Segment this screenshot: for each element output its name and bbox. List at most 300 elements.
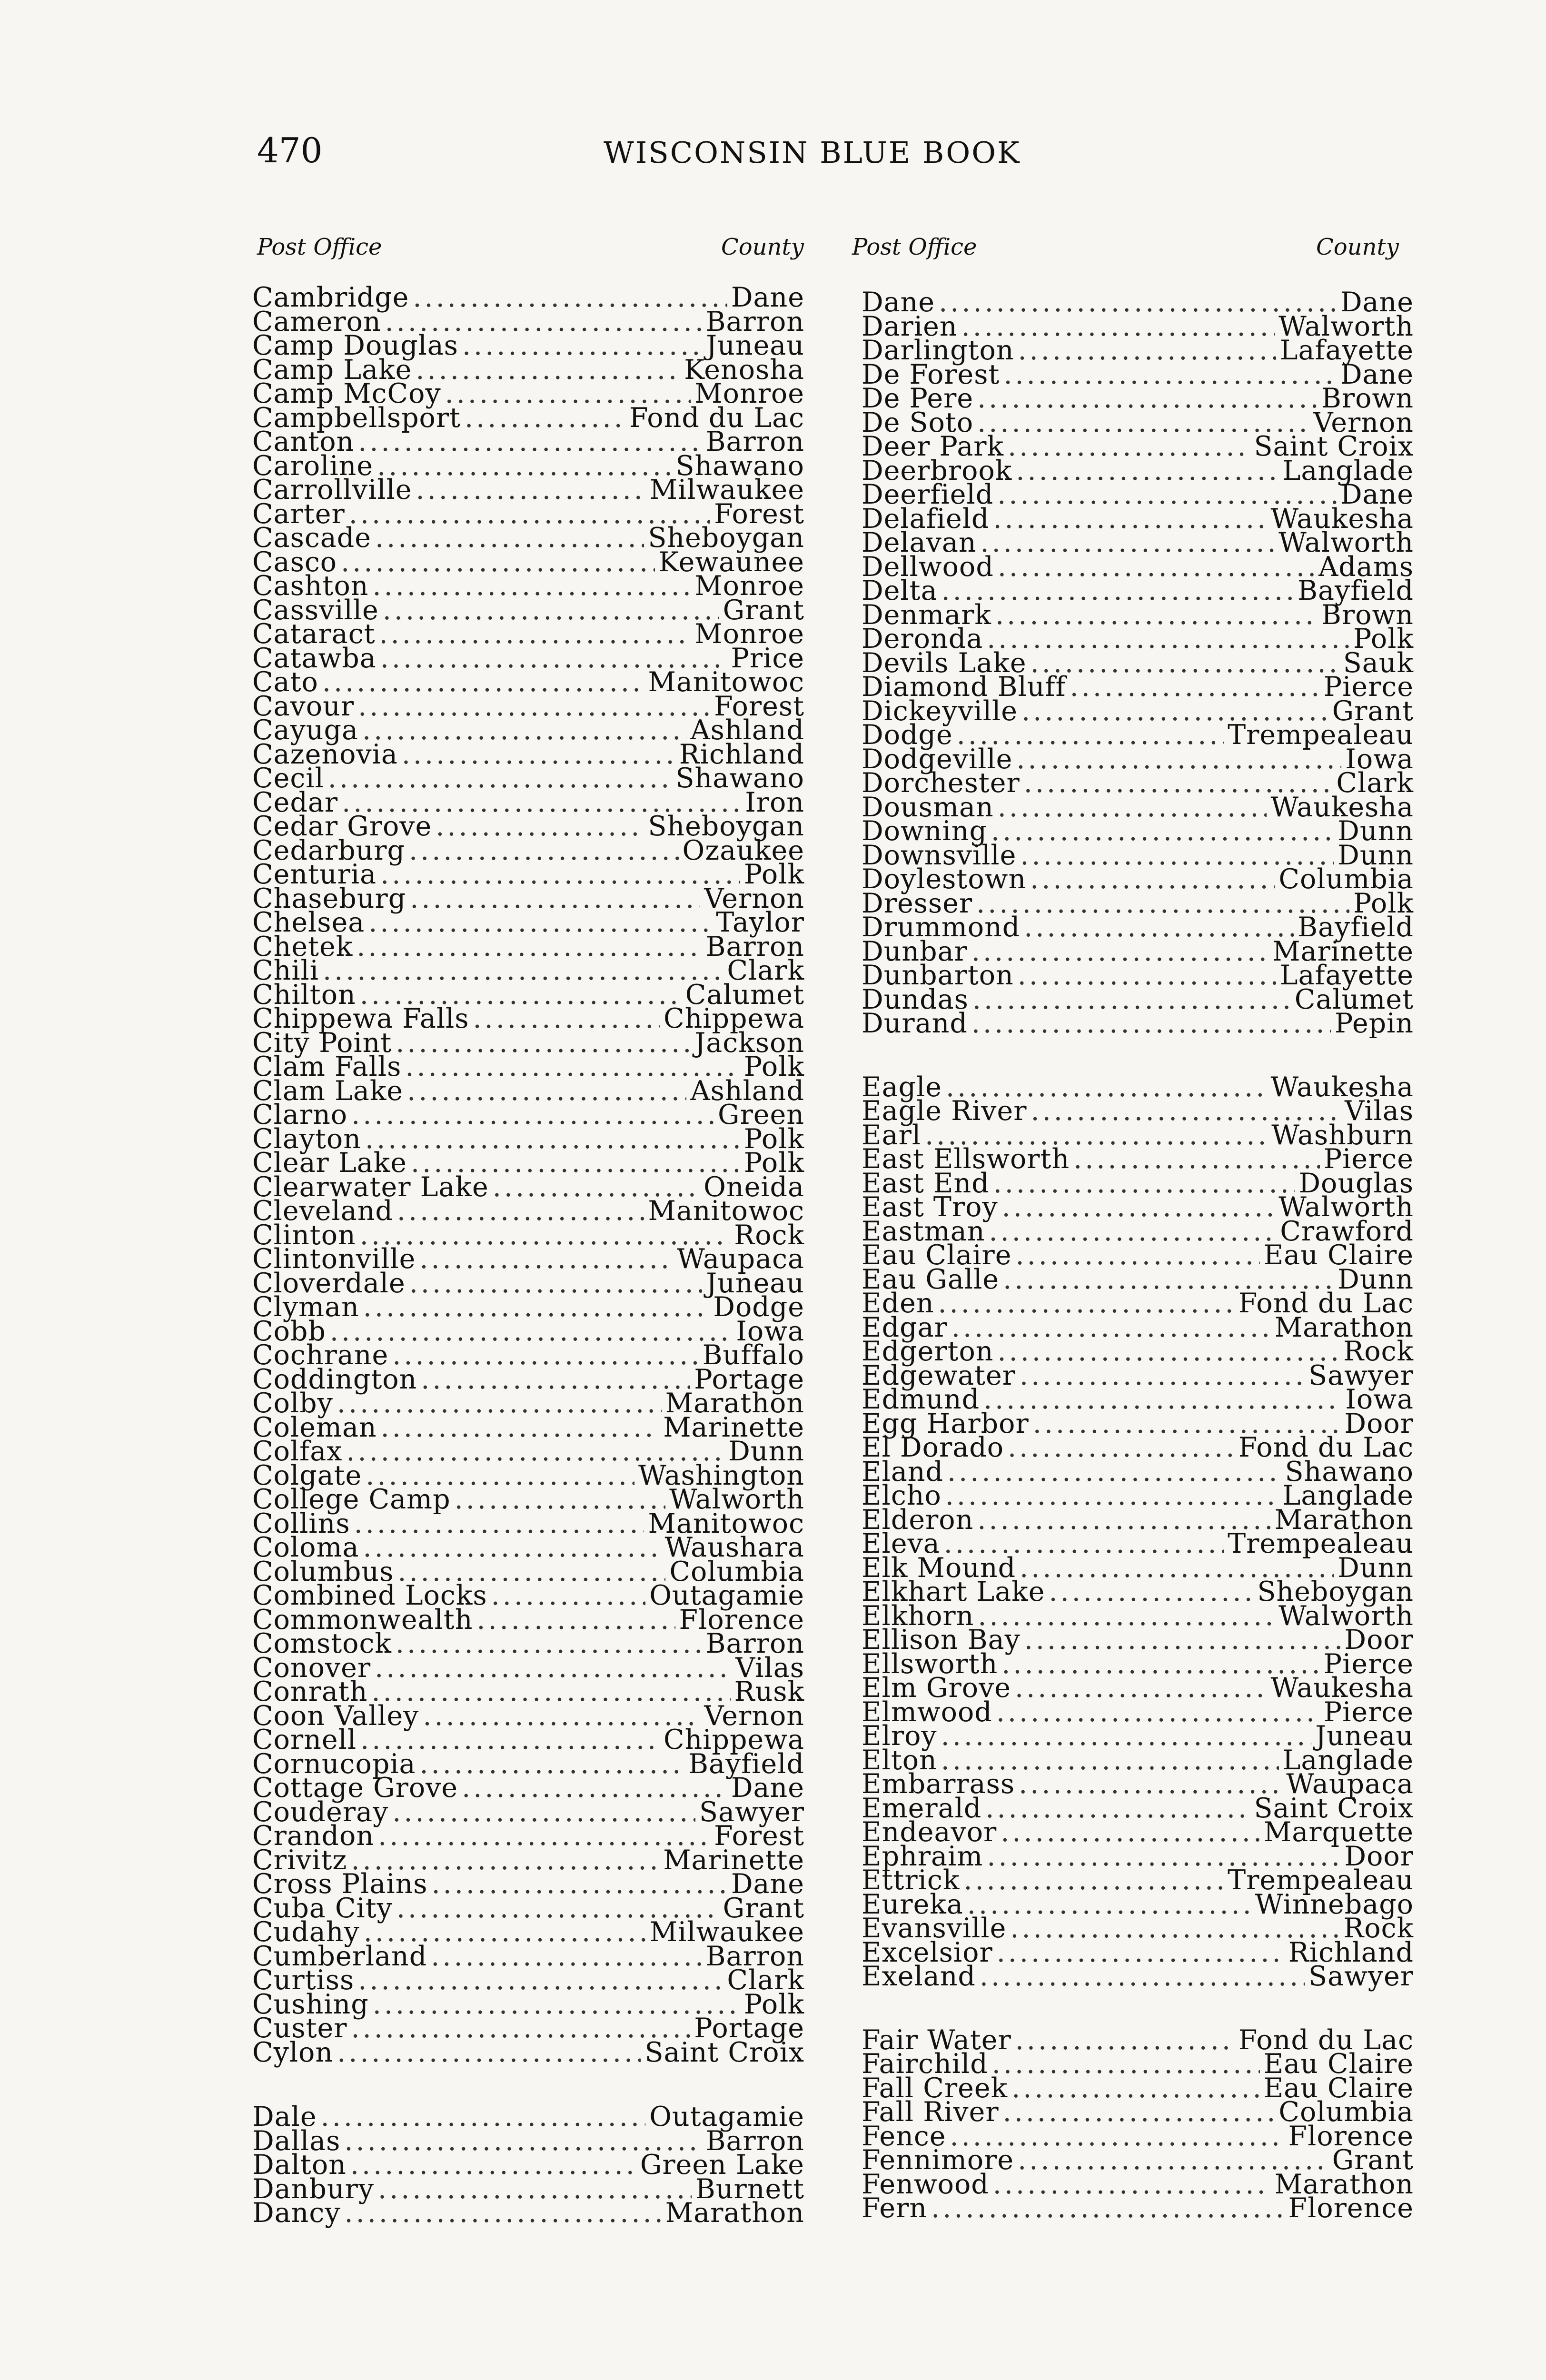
post-office-name: Collins — [252, 1507, 350, 1539]
leader-dots — [351, 1103, 714, 1127]
leader-dots — [321, 2105, 646, 2129]
post-office-name: Elcho — [862, 1480, 941, 1511]
leader-dots — [358, 694, 710, 719]
county-name: Eau Claire — [1263, 1240, 1414, 1271]
leader-dots — [345, 2201, 662, 2225]
post-office-name: Fennimore — [862, 2144, 1014, 2176]
county-name: Dane — [731, 1772, 804, 1804]
post-office-name: Deronda — [862, 623, 983, 654]
leader-dots — [378, 2177, 692, 2202]
post-office-name: Eureka — [862, 1888, 963, 1920]
leader-dots — [941, 579, 1294, 603]
leader-dots — [941, 1724, 1312, 1748]
post-office-name: Darien — [862, 310, 958, 342]
leader-dots — [341, 550, 654, 575]
county-name: Portage — [694, 2013, 804, 2044]
county-name: Barron — [705, 931, 804, 962]
post-office-name: Cottage Grove — [252, 1772, 458, 1804]
post-office-name: East Ellsworth — [862, 1143, 1070, 1175]
post-office-name: Fairchild — [862, 2048, 988, 2080]
post-office-name: Colgate — [252, 1459, 362, 1491]
post-office-name: Caroline — [252, 450, 374, 482]
leader-dots — [951, 1316, 1271, 1340]
leader-dots — [351, 2016, 690, 2041]
county-name: Marathon — [1274, 2168, 1414, 2200]
post-office-name: Couderay — [252, 1796, 389, 1828]
county-name: Walworth — [669, 1484, 804, 1515]
county-name: Florence — [1288, 2120, 1414, 2152]
county-name: Waukesha — [1270, 791, 1414, 823]
county-name: Oneida — [704, 1171, 804, 1203]
county-name: Richland — [1288, 1936, 1414, 1968]
post-office-name: Cambridge — [252, 282, 409, 313]
leader-dots — [931, 2196, 1284, 2221]
leader-dots — [473, 1007, 660, 1031]
county-name: Kenosha — [684, 354, 804, 386]
leader-dots — [350, 2153, 636, 2177]
leader-dots — [987, 627, 1349, 651]
post-office-name: Fall River — [862, 2096, 999, 2128]
post-office-name: Eau Galle — [862, 1263, 1000, 1295]
post-office-name: Cylon — [252, 2036, 334, 2068]
post-office-name: Cornucopia — [252, 1748, 416, 1780]
post-office-name: Dodge — [862, 719, 953, 751]
county-name: Outagamie — [649, 1580, 804, 1611]
post-office-name: Coloma — [252, 1532, 359, 1563]
post-office-name: Endeavor — [862, 1816, 997, 1848]
leader-dots — [363, 1536, 661, 1560]
leader-dots — [377, 454, 672, 478]
leader-dots — [978, 1604, 1275, 1628]
leader-dots — [392, 1800, 695, 1825]
county-name: Polk — [743, 1123, 804, 1155]
county-name: Marinette — [663, 1411, 804, 1443]
post-office-name: Cornell — [252, 1724, 357, 1755]
post-office-name: Cudahy — [252, 1916, 360, 1948]
county-name: Ashland — [690, 714, 804, 746]
leader-dots — [993, 507, 1267, 531]
county-name: Rock — [1343, 1913, 1414, 1944]
post-office-name: Dallas — [252, 2125, 341, 2157]
leader-dots — [375, 1656, 732, 1680]
post-office-name: Eland — [862, 1456, 944, 1488]
county-name: Iowa — [1345, 743, 1414, 775]
leader-dots — [379, 622, 691, 646]
post-office-name: Elkhorn — [862, 1600, 974, 1632]
county-name: Grant — [723, 594, 804, 626]
county-name: Trempealeau — [1228, 1528, 1414, 1559]
county-name: Grant — [723, 1892, 804, 1924]
leader-dots — [409, 839, 679, 863]
county-name: Taylor — [716, 907, 804, 938]
leader-dots — [413, 286, 727, 310]
directory-entry — [252, 2197, 804, 2229]
leader-dots — [396, 1632, 702, 1656]
leader-dots — [362, 718, 686, 743]
leader-dots — [1003, 2100, 1275, 2124]
leader-dots — [998, 555, 1315, 579]
county-name: Dunn — [1338, 1552, 1414, 1584]
post-office-name: Curtiss — [252, 1964, 355, 1996]
post-office-name: East Troy — [862, 1191, 998, 1223]
post-office-name: Durand — [862, 1008, 968, 1039]
post-office-name: Clam Lake — [252, 1075, 404, 1107]
leader-dots — [407, 1079, 686, 1103]
leader-dots — [365, 1127, 740, 1151]
directory-entry — [862, 1961, 1414, 1992]
post-office-name: Coddington — [252, 1363, 417, 1395]
leader-dots — [996, 1700, 1320, 1725]
post-office-name: Cedar — [252, 786, 338, 818]
post-office-name: Edgar — [862, 1311, 948, 1343]
leader-dots — [1018, 963, 1276, 988]
post-office-name: Coleman — [252, 1411, 377, 1443]
county-name: Columbia — [1278, 2096, 1414, 2128]
post-office-name: Casco — [252, 546, 337, 578]
directory-entry — [252, 931, 804, 962]
post-office-name: Fenwood — [862, 2168, 989, 2200]
county-name: Forest — [714, 1820, 804, 1852]
post-office-name: Ephraim — [862, 1840, 983, 1872]
post-office-name: Fern — [862, 2192, 928, 2224]
leader-dots — [373, 1993, 740, 2017]
post-office-name: Fair Water — [862, 2024, 1011, 2056]
post-office-name: East End — [862, 1167, 990, 1199]
leader-dots — [989, 1220, 1277, 1244]
county-name: Barron — [705, 1940, 804, 1972]
post-office-name: Camp Lake — [252, 354, 412, 386]
post-office-name: Danbury — [252, 2173, 375, 2205]
leader-dots — [420, 1752, 685, 1776]
county-name: Monroe — [694, 570, 804, 602]
county-name: Pierce — [1323, 1143, 1414, 1175]
leader-dots — [1070, 675, 1320, 699]
leader-dots — [423, 1704, 700, 1728]
leader-dots — [967, 1893, 1251, 1917]
leader-dots — [330, 1319, 732, 1344]
leader-dots — [337, 1391, 662, 1416]
leader-dots — [354, 1512, 644, 1536]
county-name: Trempealeau — [1228, 719, 1414, 751]
county-name: Price — [731, 642, 804, 674]
county-name: Vernon — [704, 1700, 804, 1732]
leader-dots — [977, 1508, 1270, 1532]
leader-dots — [337, 2041, 641, 2065]
post-office-name: Canton — [252, 426, 355, 457]
post-office-name: Elk Mound — [862, 1552, 1016, 1584]
leader-dots — [991, 819, 1334, 843]
county-name: Ashland — [690, 1075, 804, 1107]
post-office-name: Dousman — [862, 791, 994, 823]
post-office-name: De Forest — [862, 358, 1000, 390]
leader-dots — [1049, 1580, 1253, 1604]
post-office-name: Cuba City — [252, 1892, 393, 1924]
leader-dots — [938, 1291, 1235, 1316]
county-name: Pierce — [1323, 1696, 1414, 1728]
leader-dots — [491, 1584, 646, 1608]
county-name: Marathon — [665, 1388, 804, 1419]
leader-dots — [392, 1343, 698, 1368]
leader-dots — [357, 935, 702, 959]
county-name: Waupaca — [1286, 1768, 1414, 1800]
county-name: Sheboygan — [648, 522, 804, 554]
leader-dots — [1073, 1147, 1320, 1171]
post-office-name: Cassville — [252, 594, 379, 626]
county-name: Door — [1344, 1624, 1414, 1656]
county-name: Ozaukee — [682, 834, 804, 866]
county-name: Chippewa — [663, 1724, 804, 1755]
leader-dots — [323, 959, 723, 983]
county-name: Waushara — [664, 1532, 804, 1563]
county-name: Jackson — [694, 1027, 804, 1059]
leader-dots — [358, 430, 702, 454]
post-office-name: Catawba — [252, 642, 377, 674]
county-name: Washburn — [1271, 1119, 1414, 1151]
county-name: Chippewa — [663, 1003, 804, 1034]
leader-dots — [396, 1031, 691, 1055]
county-name: Juneau — [706, 330, 804, 361]
left-county-header: County — [721, 234, 804, 260]
post-office-name: Cataract — [252, 618, 376, 650]
county-name: Kewaunee — [658, 546, 804, 578]
post-office-name: Carter — [252, 498, 345, 530]
leader-dots — [373, 574, 691, 598]
county-name: Barron — [705, 306, 804, 337]
leader-dots — [402, 743, 675, 767]
post-office-name: Chilton — [252, 979, 356, 1011]
county-name: Manitowoc — [648, 666, 804, 698]
leader-dots — [476, 1608, 675, 1632]
county-name: Lafayette — [1279, 335, 1414, 366]
county-name: Milwaukee — [649, 474, 804, 506]
post-office-name: Deer Park — [862, 431, 1004, 462]
page-number: 470 — [257, 130, 323, 170]
post-office-name: Conover — [252, 1652, 371, 1684]
post-office-name: Clear Lake — [252, 1147, 407, 1179]
leader-dots — [1002, 1195, 1275, 1220]
post-office-name: Cross Plains — [252, 1868, 428, 1900]
post-office-name: Crivitz — [252, 1844, 347, 1876]
post-office-name: Chaseburg — [252, 883, 406, 914]
post-office-name: Chelsea — [252, 907, 365, 938]
post-office-name: Dancy — [252, 2197, 341, 2229]
leader-dots — [1015, 1676, 1267, 1700]
leader-dots — [971, 1012, 1331, 1036]
post-office-name: Delafield — [862, 503, 990, 535]
leader-dots — [945, 1484, 1279, 1508]
leader-dots — [972, 988, 1291, 1012]
county-name: Marathon — [665, 2197, 804, 2229]
post-office-name: Clyman — [252, 1291, 359, 1323]
county-name: Sheboygan — [1257, 1576, 1414, 1607]
county-name: Portage — [694, 1363, 804, 1395]
county-name: Marinette — [663, 1844, 804, 1876]
county-name: Pepin — [1335, 1008, 1414, 1039]
county-name: Columbia — [1278, 863, 1414, 895]
post-office-name: Chippewa Falls — [252, 1003, 469, 1034]
county-name: Fond du Lac — [1238, 1432, 1414, 1463]
leader-dots — [416, 478, 646, 502]
county-name: Brown — [1321, 383, 1414, 414]
post-office-name: Doylestown — [862, 863, 1027, 895]
post-office-name: Downsville — [862, 839, 1017, 871]
post-office-name: Fall Creek — [862, 2072, 1008, 2104]
post-office-name: Cedarburg — [252, 834, 405, 866]
post-office-name: Edgewater — [862, 1359, 1016, 1391]
county-name: Columbia — [669, 1556, 804, 1587]
leader-dots — [1018, 338, 1276, 363]
county-name: Rock — [1343, 1336, 1414, 1367]
county-name: Shawano — [675, 763, 804, 794]
county-name: Vernon — [1313, 407, 1414, 438]
county-name: Vilas — [735, 1652, 804, 1684]
leader-dots — [1020, 1364, 1305, 1388]
county-name: Saint Croix — [1254, 431, 1414, 462]
post-office-name: Cedar Grove — [252, 811, 432, 842]
county-name: Brown — [1321, 599, 1414, 631]
leader-dots — [416, 358, 680, 382]
leader-dots — [1030, 867, 1275, 892]
post-office-name: Centuria — [252, 859, 377, 890]
county-name: Burnett — [695, 2173, 804, 2205]
left-post-office-header: Post Office — [257, 234, 382, 260]
section-gap — [862, 1989, 1414, 2028]
post-office-name: Elm Grove — [862, 1672, 1011, 1704]
post-office-name: Cascade — [252, 522, 371, 554]
county-name: Waukesha — [1270, 1672, 1414, 1704]
post-office-name: Camp Douglas — [252, 330, 458, 361]
county-name: Washington — [638, 1459, 804, 1491]
post-office-name: Dorchester — [862, 767, 1020, 799]
county-name: Trempealeau — [1228, 1864, 1414, 1896]
county-name: Outagamie — [649, 2101, 804, 2132]
leader-dots — [358, 1968, 723, 1993]
directory-entry — [252, 1291, 804, 1323]
county-name: Manitowoc — [648, 1195, 804, 1227]
county-name: Langlade — [1282, 1480, 1414, 1511]
post-office-name: Comstock — [252, 1628, 392, 1659]
county-name: Marathon — [1274, 1504, 1414, 1536]
post-office-name: Dellwood — [862, 551, 994, 583]
left-column — [252, 282, 804, 2229]
right-column — [862, 287, 1414, 2224]
county-name: Walworth — [1278, 1600, 1414, 1632]
county-name: Pierce — [1323, 671, 1414, 703]
leader-dots — [1003, 363, 1336, 387]
county-name: Langlade — [1282, 1744, 1414, 1776]
post-office-name: Denmark — [862, 599, 991, 631]
county-name: Rusk — [734, 1676, 804, 1707]
county-name: Vilas — [1345, 1095, 1414, 1127]
county-name: Florence — [679, 1604, 804, 1636]
county-name: Shawano — [675, 450, 804, 482]
leader-dots — [378, 1824, 710, 1848]
post-office-name: Dundas — [862, 983, 969, 1015]
post-office-name: Egg Harbor — [862, 1408, 1029, 1439]
leader-dots — [983, 1388, 1341, 1412]
leader-dots — [1008, 1436, 1235, 1460]
county-name: Crawford — [1280, 1215, 1414, 1247]
county-name: Green Lake — [640, 2149, 804, 2181]
post-office-name: Dresser — [862, 887, 973, 919]
county-name: Juneau — [1315, 1720, 1414, 1752]
post-office-name: Drummond — [862, 912, 1021, 943]
county-name: Dunn — [1338, 815, 1414, 847]
post-office-name: Excelsior — [862, 1936, 993, 1968]
county-name: Sawyer — [1308, 1961, 1414, 1992]
county-name: Clark — [727, 1964, 804, 1996]
post-office-name: Dunbar — [862, 935, 968, 967]
post-office-name: Cecil — [252, 763, 324, 794]
leader-dots — [1008, 435, 1250, 459]
post-office-name: Cumberland — [252, 1940, 427, 1972]
county-name: Sawyer — [699, 1796, 804, 1828]
post-office-name: Cavour — [252, 690, 355, 722]
leader-dots — [462, 334, 702, 358]
leader-dots — [436, 814, 644, 839]
post-office-name: Conrath — [252, 1676, 368, 1707]
county-name: Richland — [679, 738, 804, 770]
county-name: Polk — [743, 1147, 804, 1179]
post-office-name: Eastman — [862, 1215, 985, 1247]
post-office-name: Crandon — [252, 1820, 375, 1852]
leader-dots — [1011, 2076, 1259, 2101]
post-office-name: Commonwealth — [252, 1604, 473, 1636]
leader-dots — [397, 1199, 644, 1223]
county-name: Door — [1344, 1408, 1414, 1439]
post-office-name: Evansville — [862, 1913, 1007, 1944]
leader-dots — [976, 892, 1349, 916]
post-office-name: Cleveland — [252, 1195, 393, 1227]
county-name: Iowa — [1345, 1384, 1414, 1415]
county-name: Polk — [1353, 887, 1414, 919]
leader-dots — [375, 526, 644, 550]
county-name: Langlade — [1282, 455, 1414, 486]
leader-dots — [363, 1295, 709, 1319]
leader-dots — [465, 406, 625, 430]
directory-entry — [862, 2192, 1414, 2224]
county-name: Iowa — [736, 1315, 804, 1347]
post-office-name: Elton — [862, 1744, 937, 1776]
section-gap — [862, 1036, 1414, 1075]
county-name: Forest — [714, 498, 804, 530]
directory-entry — [252, 2036, 804, 2068]
post-office-name: Diamond Bluff — [862, 671, 1066, 703]
post-office-name: Emerald — [862, 1792, 982, 1824]
county-name: Calumet — [685, 979, 804, 1011]
county-name: Dodge — [713, 1291, 804, 1323]
post-office-name: Cushing — [252, 1988, 369, 2020]
county-name: Polk — [1353, 623, 1414, 654]
county-name: Adams — [1318, 551, 1414, 583]
post-office-name: Dickeyville — [862, 695, 1018, 727]
post-office-name: Dalton — [252, 2149, 347, 2181]
post-office-name: Ellsworth — [862, 1648, 998, 1680]
leader-dots — [419, 1247, 673, 1271]
post-office-name: Chetek — [252, 931, 353, 962]
leader-dots — [995, 603, 1318, 627]
county-name: Pierce — [1323, 1648, 1414, 1680]
leader-dots — [381, 1416, 660, 1440]
county-name: Polk — [743, 859, 804, 890]
post-office-name: Elkhart Lake — [862, 1576, 1045, 1607]
leader-dots — [1016, 747, 1341, 772]
county-name: Waukesha — [1270, 503, 1414, 535]
county-name: Sauk — [1343, 647, 1414, 679]
post-office-name: Cobb — [252, 1315, 326, 1347]
county-name: Waukesha — [1270, 1071, 1414, 1103]
post-office-name: Cato — [252, 666, 318, 698]
